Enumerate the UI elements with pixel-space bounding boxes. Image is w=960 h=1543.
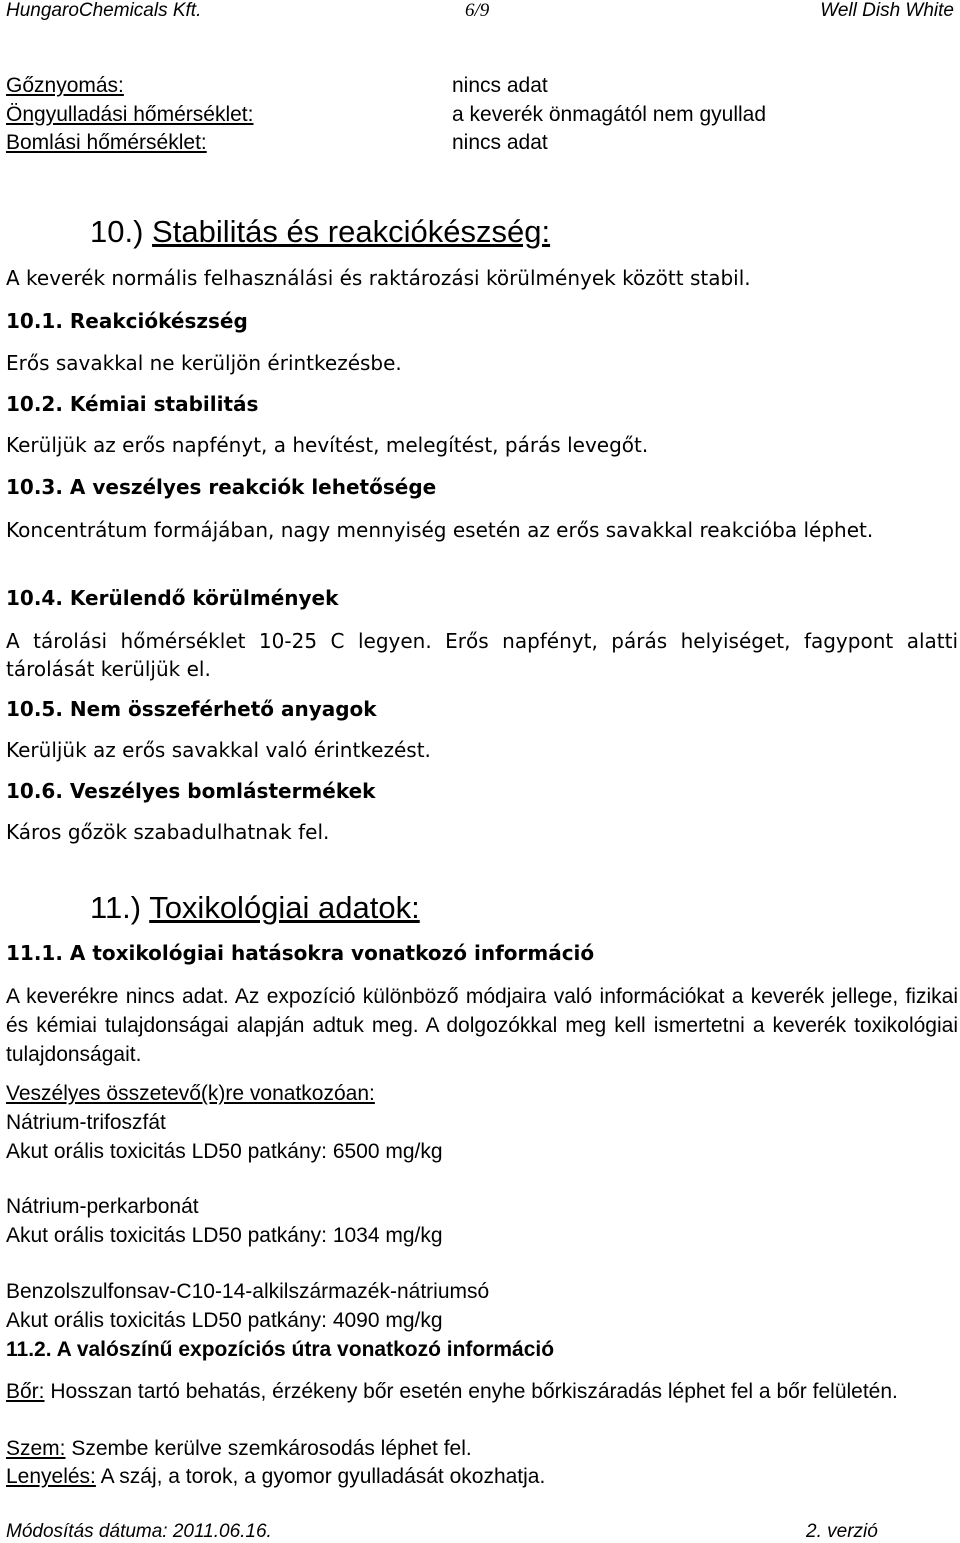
subsection-11-1-title: 11.1. A toxikológiai hatásokra vonatkozó információ <box>6 941 595 965</box>
substance-toxicity: Akut orális toxicitás LD50 patkány: 1034 mg/kg <box>6 1224 443 1247</box>
section-10-heading <box>90 214 550 250</box>
subsection-10-1-title: 10.1. Reakciókészség <box>6 309 248 333</box>
section-10-title: Stabilitás és reakciókészség: <box>152 214 551 249</box>
subsection-10-4-text: A tárolási hőmérséklet 10-25 C legyen. Erős napfényt, párás helyiséget, fagypont alatti tárolását kerüljük el. <box>6 629 958 681</box>
route-eye <box>6 1434 472 1463</box>
prop-label-vapor-pressure: Gőznyomás: <box>6 74 124 97</box>
subsection-10-6-text: Káros gőzök szabadulhatnak fel. <box>6 820 330 844</box>
substance-toxicity: Akut orális toxicitás LD50 patkány: 4090 mg/kg <box>6 1309 443 1332</box>
subsection-10-2-text: Kerüljük az erős napfényt, a hevítést, melegítést, párás levegőt. <box>6 433 649 457</box>
section-11-number: 11.) <box>90 890 142 925</box>
subsection-10-4-title: 10.4. Kerülendő körülmények <box>6 586 339 610</box>
footer-modification-date: Módosítás dátuma: 2011.06.16. <box>6 1521 272 1542</box>
section-11-heading <box>90 890 420 926</box>
header-company: HungaroChemicals Kft. <box>6 0 202 21</box>
subsection-10-3-title: 10.3. A veszélyes reakciók lehetősége <box>6 475 437 499</box>
substance-toxicity: Akut orális toxicitás LD50 patkány: 6500 mg/kg <box>6 1140 443 1163</box>
subsection-10-5-text: Kerüljük az erős savakkal való érintkezést. <box>6 738 431 762</box>
subsection-10-3-text: Koncentrátum formájában, nagy mennyiség esetén az erős savakkal reakcióba léphet. <box>6 518 874 542</box>
route-text: Hosszan tartó behatás, érzékeny bőr esetén enyhe bőrkiszáradás léphet fel a bőr felületén. <box>44 1380 898 1403</box>
section-11-title: Toxikológiai adatok: <box>149 890 420 925</box>
prop-label-decomposition: Bomlási hőmérséklet: <box>6 131 207 154</box>
subsection-10-6-title: 10.6. Veszélyes bomlástermékek <box>6 779 376 803</box>
route-label: Lenyelés: <box>6 1465 96 1488</box>
route-text: A száj, a torok, a gyomor gyulladását okozhatja. <box>95 1465 546 1488</box>
header-product: Well Dish White <box>820 0 954 21</box>
header-page-number: 6/9 <box>465 0 490 21</box>
route-text: Szembe kerülve szemkárosodás léphet fel. <box>65 1437 472 1460</box>
section-10-number: 10.) <box>90 214 144 249</box>
route-ingestion <box>6 1462 545 1491</box>
subsection-10-1-text: Erős savakkal ne kerüljön érintkezésbe. <box>6 351 402 375</box>
subsection-11-1-text: A keverékre nincs adat. Az expozíció különböző módjaira való információkat a keverék jellege, fizikai és kémiai tulajdonságai alapján adtuk meg. A dolgozókkal meg kell ismertetni a keverék toxikológiai tulajdonságait. <box>6 985 958 1066</box>
subsection-10-2-title: 10.2. Kémiai stabilitás <box>6 392 259 416</box>
substance-name: Benzolszulfonsav-C10-14-alkilszármazék-nátriumsó <box>6 1280 490 1303</box>
subsection-11-2-title: 11.2. A valószínű expozíciós útra vonatkozó információ <box>6 1338 555 1361</box>
prop-value-decomposition: nincs adat <box>452 131 548 154</box>
prop-value-vapor-pressure: nincs adat <box>452 74 548 97</box>
substance-name: Nátrium-trifoszfát <box>6 1111 166 1134</box>
route-label: Bőr: <box>6 1380 45 1403</box>
prop-label-autoignition: Öngyulladási hőmérséklet: <box>6 103 254 126</box>
prop-value-autoignition: a keverék önmagától nem gyullad <box>452 103 767 126</box>
route-label: Szem: <box>6 1437 66 1460</box>
subsection-10-5-title: 10.5. Nem összeférhető anyagok <box>6 697 377 721</box>
substance-name: Nátrium-perkarbonát <box>6 1195 199 1218</box>
hazard-components-heading: Veszélyes összetevő(k)re vonatkozóan: <box>6 1082 375 1105</box>
section-10-intro: A keverék normális felhasználási és raktározási körülmények között stabil. <box>6 266 751 290</box>
footer-version: 2. verzió <box>806 1521 878 1542</box>
route-skin <box>6 1377 958 1406</box>
